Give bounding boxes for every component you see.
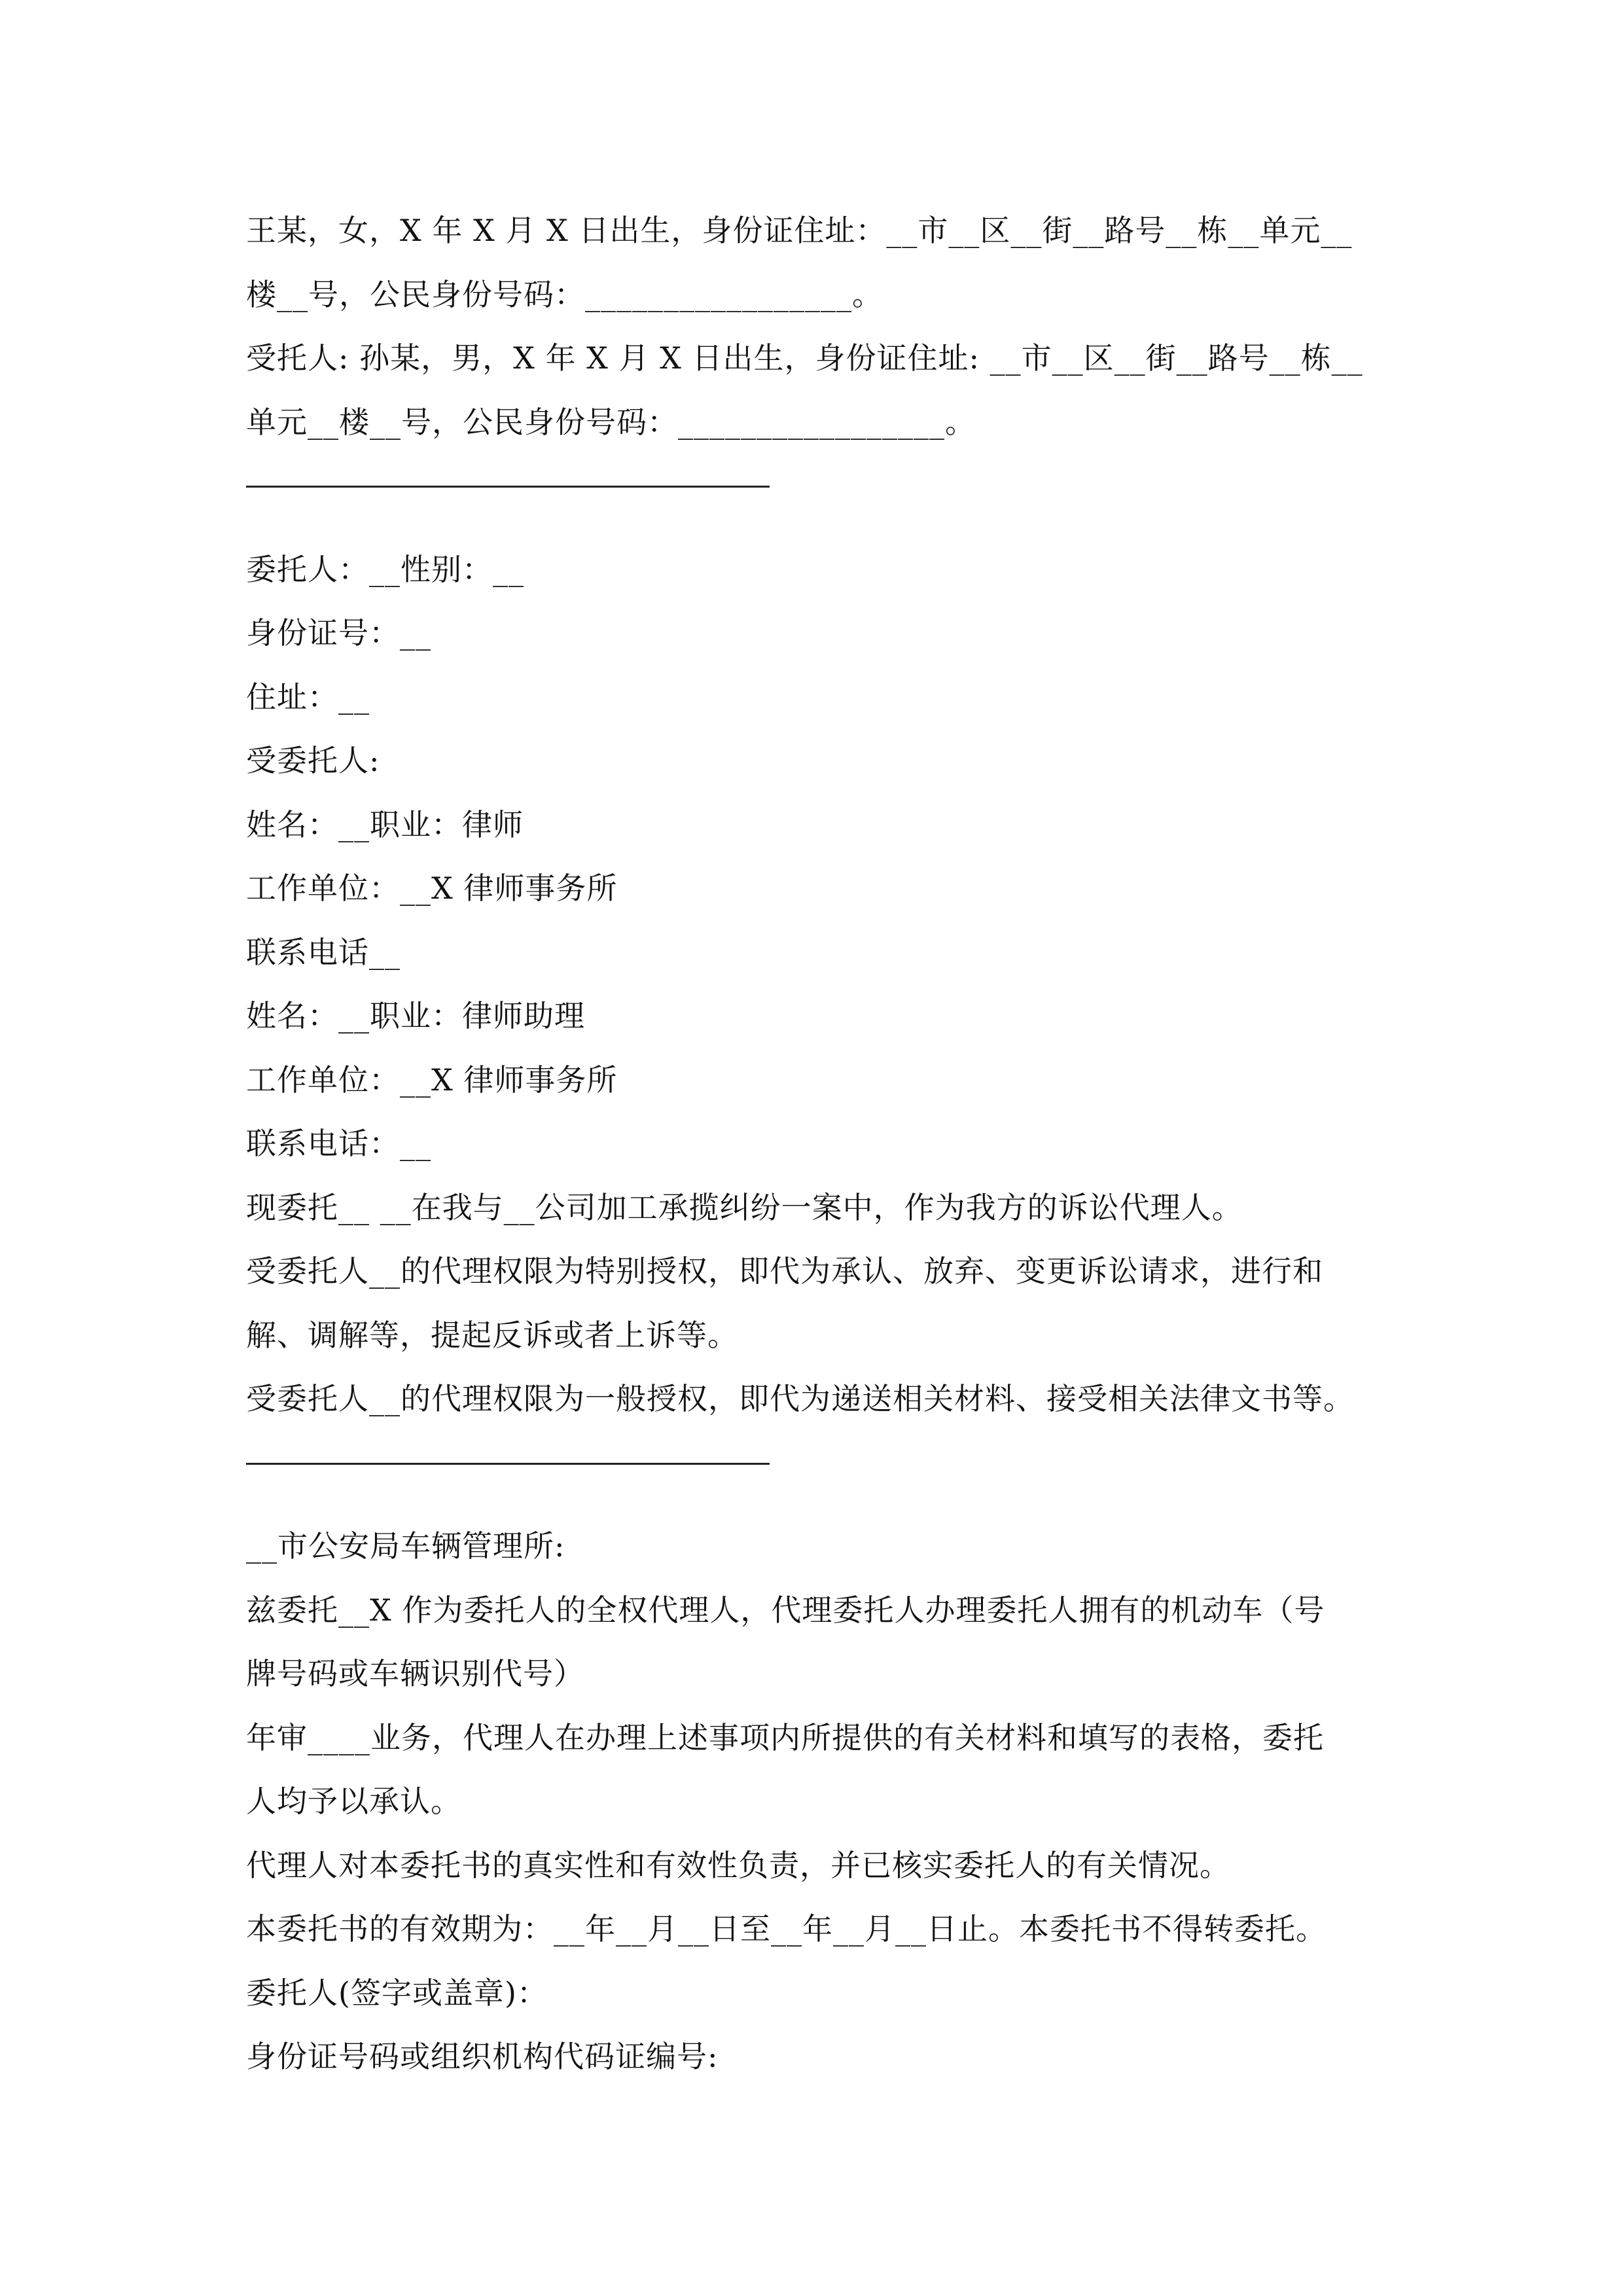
text-line: 工作单位：__X 律师事务所 (246, 870, 618, 906)
text-line: 本委托书的有效期为：__年__月__日至__年__月__日止。本委托书不得转委托。 (246, 1911, 1327, 1946)
text-line: 工作单位：__X 律师事务所 (246, 1062, 618, 1098)
text-line: 委托人(签字或盖章)： (246, 1975, 548, 2011)
text-line: 身份证号码或组织机构代码证编号: (246, 2039, 719, 2074)
text-line: 牌号码或车辆识别代号） (246, 1656, 584, 1691)
text-line: 联系电话__ (246, 934, 401, 970)
text-line: 兹委托__X 作为委托人的全权代理人，代理委托人办理委托人拥有的机动车（号 (246, 1592, 1325, 1628)
text-line: 受委托人__的代理权限为一般授权，即代为递送相关材料、接受相关法律文书等。 (246, 1381, 1354, 1416)
text-line: __市公安局车辆管理所: (246, 1528, 565, 1564)
text-line: 年审____业务，代理人在办理上述事项内所提供的有关材料和填写的表格，委托 (246, 1719, 1324, 1755)
text-line: 王某，女，X 年 X 月 X 日出生，身份证住址：__市__区__街__路号__栋__单元__ (246, 213, 1353, 248)
text-line: 楼__号，公民身份号码：_________________。 (246, 276, 883, 312)
text-line: 委托人：__性别：__ (246, 551, 524, 587)
text-line: 身份证号：__ (246, 615, 431, 651)
text-line: 受委托人: (246, 743, 380, 778)
text-line: 现委托__ __在我与__公司加工承揽纠纷一案中，作为我方的诉讼代理人。 (246, 1189, 1243, 1225)
document-body (246, 199, 1398, 2089)
text-line: 解、调解等，提起反诉或者上诉等。 (246, 1317, 738, 1353)
text-line: 代理人对本委托书的真实性和有效性负责，并已核实委托人的有关情况。 (246, 1847, 1230, 1883)
text-line: 联系电话：__ (246, 1126, 431, 1161)
section-divider (246, 1431, 1398, 1496)
section-divider (246, 454, 1398, 518)
text-line: 人均予以承认。 (246, 1784, 461, 1819)
text-line: 单元__楼__号，公民身份号码：_________________。 (246, 404, 976, 440)
text-line: 姓名：__职业：律师助理 (246, 998, 585, 1033)
text-line: 住址：__ (246, 679, 370, 715)
text-line: 受托人: 孙某，男，X 年 X 月 X 日出生，身份证住址: __市__区__街__路号__栋__ (246, 340, 1363, 376)
text-line: 姓名：__职业：律师 (246, 806, 524, 842)
text-line: 受委托人__的代理权限为特别授权，即代为承认、放弃、变更诉讼请求，进行和 (246, 1253, 1323, 1289)
